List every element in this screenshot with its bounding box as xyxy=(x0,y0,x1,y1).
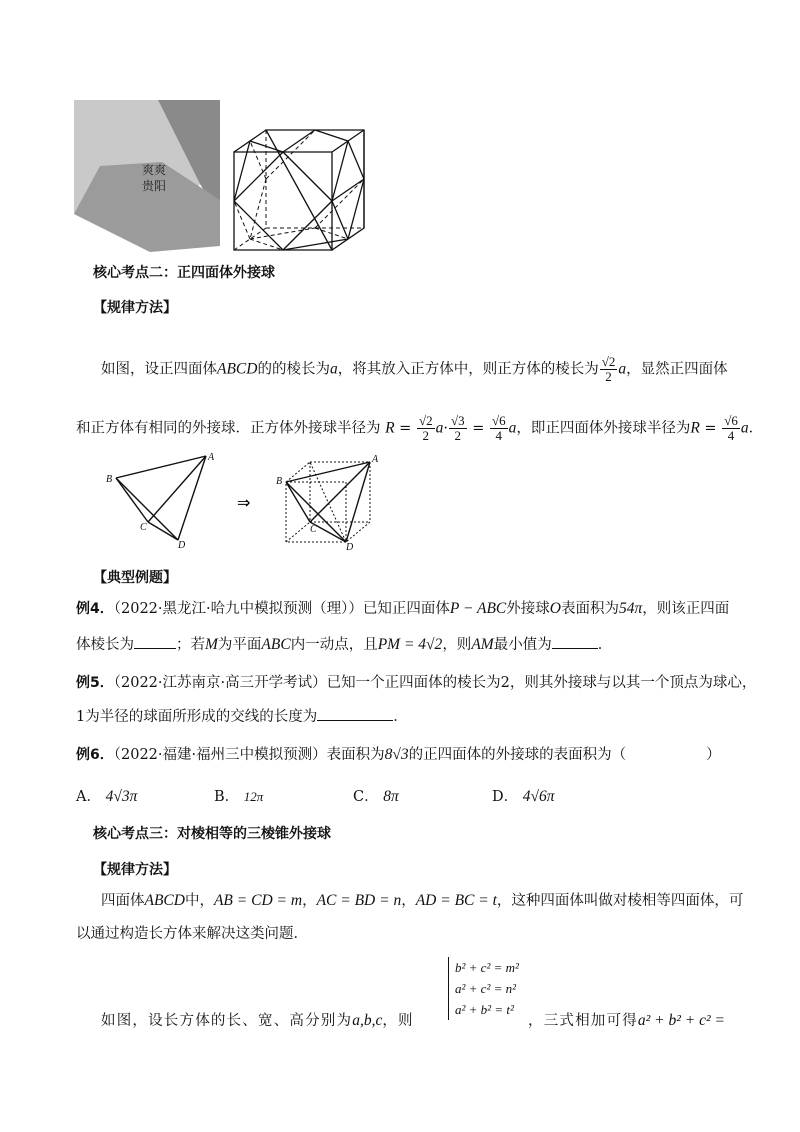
answer-blank-3[interactable] xyxy=(317,706,393,721)
section3-para1: 四面体ABCD中，AB = CD = m，AC = BD = n，AD = BC = t，这种四面体叫做对棱相等四面体，可 xyxy=(101,892,744,909)
section3-para3-a: 如图，设长方体的长、宽、高分别为a,b,c，则 xyxy=(101,1012,414,1029)
equation-2: a² + c² = n² xyxy=(455,981,517,996)
answer-blank-1[interactable] xyxy=(134,634,176,649)
option-d[interactable]: D． 4√6π xyxy=(492,788,555,805)
example4-line1: 例4．（2022·黑龙江·哈九中模拟预测（理））已知正四面体P − ABC外接球O表面积为54π，则该正四面 xyxy=(76,600,730,617)
section2-para2: 和正方体有相同的外接球．正方体外接球半径为 R = $\frac{√2}{2}$ a· $\frac{√3}{2}$ = $\frac{√6}{4}$ a，即正四面体外接球半径为R = $\frac{√6}{4}$ a． xyxy=(76,413,764,443)
example5-line1: 例5．（2022·江苏南京·高三开学考试）已知一个正四面体的棱长为2，则其外接球与以其一个顶点为球心， xyxy=(76,675,757,691)
example4-line2: 体棱长为 ；若M为平面ABC内一动点，且PM = 4√2，则AM最小值为 ． xyxy=(76,636,613,653)
label-A2: A xyxy=(372,454,379,465)
label-A: A xyxy=(208,452,215,463)
section2-para1: 如图，设正四面体ABCD的的棱长为a，将其放入正方体中，则正方体的棱长为 $\frac{√2}{2}$ a，显然正四面体 xyxy=(101,354,728,384)
example5-line2: 1为半径的球面所形成的交线的长度为 ． xyxy=(76,706,408,727)
cube-figure xyxy=(70,96,370,256)
label-C: C xyxy=(140,522,147,533)
watermark-text xyxy=(142,162,166,194)
watermark-line2: 贵阳 xyxy=(142,179,167,193)
label-B2: B xyxy=(276,476,283,487)
label-C2: C xyxy=(310,524,317,535)
equation-1: b² + c² = m² xyxy=(455,960,519,975)
section3-para3-b: ，三式相加可得a² + b² + c² = xyxy=(528,1012,725,1029)
tetrahedron-figure xyxy=(100,446,386,550)
option-c[interactable]: C． 8π xyxy=(353,788,399,805)
example6-line1: 例6．（2022·福建·福州三中模拟预测）表面积为8√3的正四面体的外接球的表面积为（ ） xyxy=(76,746,721,763)
label-B: B xyxy=(106,474,113,485)
option-a[interactable]: A． 4√3π xyxy=(76,788,138,805)
label-D: D xyxy=(178,540,186,550)
section2-heading: 核心考点二：正四面体外接球 xyxy=(93,265,275,281)
examples-heading: 【典型例题】 xyxy=(93,570,177,586)
section3-method: 【规律方法】 xyxy=(93,862,177,878)
equation-system xyxy=(448,957,519,1020)
section2-method: 【规律方法】 xyxy=(93,300,177,316)
option-b[interactable]: B． 12π xyxy=(214,789,264,805)
answer-blank-2[interactable] xyxy=(552,634,598,649)
section3-heading: 核心考点三：对棱相等的三棱锥外接球 xyxy=(93,826,331,842)
label-D2: D xyxy=(346,542,354,550)
equation-3: a² + b² = t² xyxy=(455,1002,514,1017)
implies-arrow: ⇒ xyxy=(237,493,251,512)
section3-para2: 以通过构造长方体来解决这类问题． xyxy=(76,926,308,942)
watermark-line1: 爽爽 xyxy=(142,163,167,177)
